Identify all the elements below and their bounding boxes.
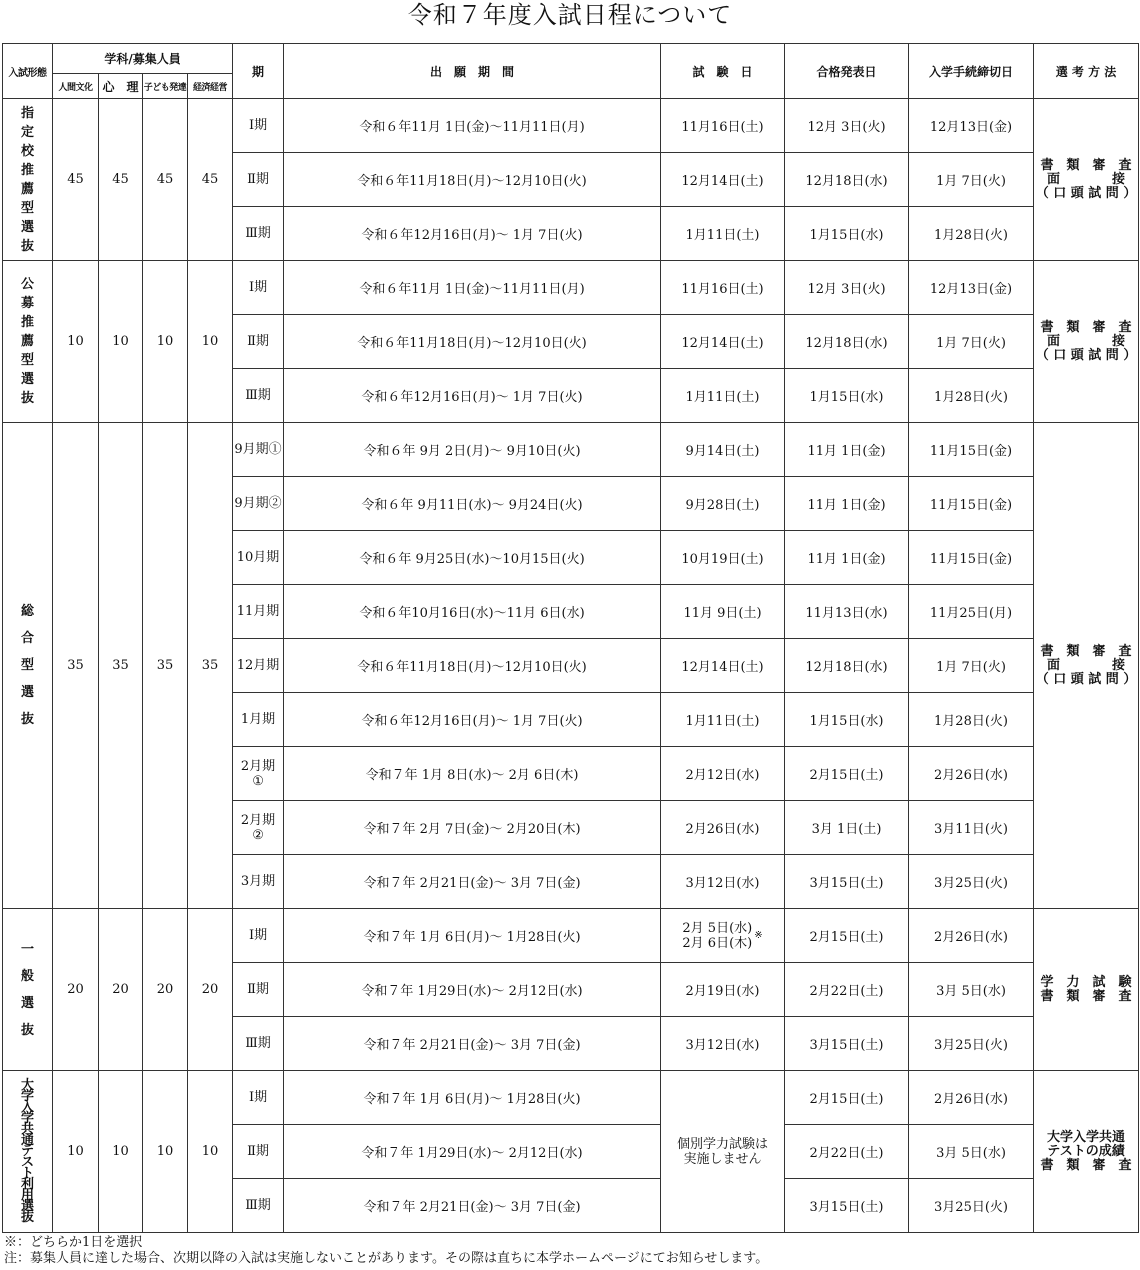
header-exam-date: 試 験 日 xyxy=(661,44,785,99)
quota-dept-economics-management: 20 xyxy=(188,909,233,1071)
period-cell: Ⅱ期 xyxy=(233,315,284,369)
exam-date-lines xyxy=(682,921,752,951)
header-selection-method: 選 考 方 法 xyxy=(1034,44,1139,99)
schedule-row xyxy=(3,423,1139,477)
quota-dept-human-culture: 10 xyxy=(53,261,99,423)
period-cell: 10月期 xyxy=(233,531,284,585)
admission-type-char: 通 xyxy=(20,1133,34,1148)
selection-method-line: 書 類 審 査 xyxy=(1040,643,1132,659)
result-date-cell: 3月15日(土) xyxy=(785,1017,909,1071)
admission-type-char: 型 xyxy=(20,200,34,216)
application-period-cell: 令和７年 2月21日(金)～ 3月 7日(金) xyxy=(284,1179,661,1233)
admission-type-char: 学 xyxy=(20,1089,34,1104)
header-dept-psychology: 心 理 xyxy=(99,74,143,99)
quota-dept-child-development: 10 xyxy=(143,261,188,423)
admission-type-char: テ xyxy=(20,1144,34,1159)
exam-date-cell: 1月11日(土) xyxy=(661,207,785,261)
period-cell: Ⅲ期 xyxy=(233,207,284,261)
period-cell xyxy=(233,801,284,855)
application-period-cell: 令和６年12月16日(月)～ 1月 7日(火) xyxy=(284,369,661,423)
enrollment-deadline-cell: 1月 7日(火) xyxy=(909,315,1034,369)
quota-dept-economics-management: 10 xyxy=(188,1071,233,1233)
admission-type-char: 選 xyxy=(20,219,34,235)
enrollment-deadline-cell: 1月28日(火) xyxy=(909,693,1034,747)
application-period-cell: 令和６年10月16日(水)～11月 6日(水) xyxy=(284,585,661,639)
exam-date-cell: 11月16日(土) xyxy=(661,261,785,315)
enrollment-deadline-cell: 1月28日(火) xyxy=(909,207,1034,261)
admission-type-char: 入 xyxy=(20,1100,34,1115)
exam-date-cell: 12月14日(土) xyxy=(661,153,785,207)
header-result-date: 合格発表日 xyxy=(785,44,909,99)
selection-method-line: 面 接 xyxy=(1047,657,1126,673)
page-title: 令和７年度入試日程について xyxy=(407,1,733,29)
quota-dept-child-development: 35 xyxy=(143,423,188,909)
admission-type-char: ト xyxy=(20,1166,34,1181)
result-date-cell: 12月 3日(火) xyxy=(785,261,909,315)
application-period-cell: 令和７年 1月 6日(月)～ 1月28日(火) xyxy=(284,1071,661,1125)
selection-method-line: 書 類 審 査 xyxy=(1040,1157,1132,1173)
period-cell: 11月期 xyxy=(233,585,284,639)
period-cell: 9月期① xyxy=(233,423,284,477)
selection-method-cell xyxy=(1034,1071,1139,1233)
result-date-cell: 11月 1日(金) xyxy=(785,423,909,477)
admission-type-char: 抜 xyxy=(20,1022,34,1038)
admission-type-label xyxy=(3,1071,53,1233)
period-cell: Ⅱ期 xyxy=(233,1125,284,1179)
selection-method-line: 書 類 審 査 xyxy=(1040,988,1132,1004)
selection-method-line: 学 力 試 験 xyxy=(1040,974,1132,990)
application-period-cell: 令和６年 9月25日(水)～10月15日(火) xyxy=(284,531,661,585)
exam-date-cell: 9月28日(土) xyxy=(661,477,785,531)
result-date-cell: 2月15日(土) xyxy=(785,747,909,801)
admission-type-char: 指 xyxy=(20,105,34,121)
selection-method-line: （ 口 頭 試 問 ） xyxy=(1035,185,1137,201)
footnote-exam-selection: ※：どちらか1日を選択 xyxy=(4,1235,143,1250)
schedule-row xyxy=(3,909,1139,963)
enrollment-deadline-cell: 3月25日(火) xyxy=(909,855,1034,909)
exam-date-cell: 12月14日(土) xyxy=(661,639,785,693)
admission-type-char: 抜 xyxy=(20,1210,34,1225)
admission-type-char: 抜 xyxy=(20,238,34,254)
admission-type-char: 校 xyxy=(20,143,34,159)
enrollment-deadline-cell: 3月25日(火) xyxy=(909,1179,1034,1233)
enrollment-deadline-cell: 1月 7日(火) xyxy=(909,639,1034,693)
quota-dept-human-culture: 10 xyxy=(53,1071,99,1233)
enrollment-deadline-cell: 1月 7日(火) xyxy=(909,153,1034,207)
exam-date-cell: 3月12日(水) xyxy=(661,1017,785,1071)
admission-type-char: 用 xyxy=(20,1188,34,1203)
enrollment-deadline-cell: 2月26日(水) xyxy=(909,1071,1034,1125)
enrollment-deadline-cell: 11月25日(月) xyxy=(909,585,1034,639)
application-period-cell: 令和７年 2月 7日(金)～ 2月20日(木) xyxy=(284,801,661,855)
application-period-cell: 令和６年11月18日(月)～12月10日(火) xyxy=(284,639,661,693)
enrollment-deadline-cell: 12月13日(金) xyxy=(909,261,1034,315)
application-period-cell: 令和６年 9月 2日(月)～ 9月10日(火) xyxy=(284,423,661,477)
schedule-row xyxy=(3,1071,1139,1125)
admission-type-char: ス xyxy=(20,1155,34,1170)
application-period-cell: 令和６年11月 1日(金)～11月11日(月) xyxy=(284,99,661,153)
quota-dept-psychology: 35 xyxy=(99,423,143,909)
quota-dept-psychology: 10 xyxy=(99,1071,143,1233)
selection-method-cell xyxy=(1034,99,1139,261)
application-period-cell: 令和７年 2月21日(金)～ 3月 7日(金) xyxy=(284,855,661,909)
result-date-cell: 12月18日(水) xyxy=(785,639,909,693)
exam-date-cell: 3月12日(水) xyxy=(661,855,785,909)
admission-type-char: 選 xyxy=(20,995,34,1011)
admission-type-char: 薦 xyxy=(20,181,34,197)
exam-date-cell: 11月16日(土) xyxy=(661,99,785,153)
selection-method-cell xyxy=(1034,423,1139,909)
quota-dept-economics-management: 45 xyxy=(188,99,233,261)
footnotes xyxy=(4,1235,1138,1267)
enrollment-deadline-cell: 2月26日(水) xyxy=(909,909,1034,963)
result-date-cell: 2月22日(土) xyxy=(785,1125,909,1179)
selection-method-line: （ 口 頭 試 問 ） xyxy=(1035,347,1137,363)
quota-dept-economics-management: 10 xyxy=(188,261,233,423)
footnote-quota-notice: 注：募集人員に達した場合、次期以降の入試は実施しないことがあります。その際は直ちに本学ホームページにてお知らせします。 xyxy=(4,1251,769,1266)
selection-method-line: 面 接 xyxy=(1047,171,1126,187)
admission-type-label xyxy=(3,99,53,261)
admission-type-char: 般 xyxy=(20,968,34,984)
enrollment-deadline-cell: 3月11日(火) xyxy=(909,801,1034,855)
period-cell: Ⅰ期 xyxy=(233,99,284,153)
selection-method-line: 書 類 審 査 xyxy=(1040,319,1132,335)
header-admission-type: 入試形態 xyxy=(3,44,53,99)
enrollment-deadline-cell: 12月13日(金) xyxy=(909,99,1034,153)
exam-date-cell: 1月11日(土) xyxy=(661,693,785,747)
exam-date-cell: 2月12日(水) xyxy=(661,747,785,801)
enrollment-deadline-cell: 3月 5日(水) xyxy=(909,1125,1034,1179)
result-date-cell: 3月15日(土) xyxy=(785,1179,909,1233)
quota-dept-child-development: 10 xyxy=(143,1071,188,1233)
admission-type-char: 抜 xyxy=(20,712,34,727)
selection-method-line: 大学入学共通 xyxy=(1047,1129,1126,1145)
admission-type-char: 抜 xyxy=(20,391,34,406)
exam-note-line: 個別学力試験は xyxy=(677,1136,769,1152)
enrollment-deadline-cell: 11月15日(金) xyxy=(909,531,1034,585)
exam-date-cell: 1月11日(土) xyxy=(661,369,785,423)
application-period-cell: 令和６年11月18日(月)～12月10日(火) xyxy=(284,315,661,369)
schedule-row xyxy=(3,99,1139,153)
schedule-row xyxy=(3,261,1139,315)
result-date-cell: 11月 1日(金) xyxy=(785,477,909,531)
selection-method-cell xyxy=(1034,909,1139,1071)
exam-date-group xyxy=(661,921,784,951)
header-departments-quota: 学科/募集人員 xyxy=(53,44,233,74)
admission-type-label xyxy=(3,261,53,423)
admission-schedule-table xyxy=(2,43,1139,1233)
period-cell: Ⅲ期 xyxy=(233,1179,284,1233)
admission-type-char: 型 xyxy=(20,353,34,368)
result-date-cell: 2月15日(土) xyxy=(785,909,909,963)
admission-type-char: 利 xyxy=(20,1177,34,1192)
admission-type-char: 選 xyxy=(20,372,34,387)
quota-dept-psychology: 20 xyxy=(99,909,143,1071)
result-date-cell: 3月15日(土) xyxy=(785,855,909,909)
admission-type-char: 選 xyxy=(20,685,34,700)
exam-date-cell: 11月 9日(土) xyxy=(661,585,785,639)
application-period-cell: 令和６年12月16日(月)～ 1月 7日(火) xyxy=(284,693,661,747)
admission-type-label xyxy=(3,423,53,909)
result-date-cell: 1月15日(水) xyxy=(785,207,909,261)
admission-type-char: 大 xyxy=(20,1078,34,1093)
result-date-cell: 12月18日(水) xyxy=(785,315,909,369)
admission-type-label xyxy=(3,909,53,1071)
result-date-cell: 1月15日(水) xyxy=(785,369,909,423)
application-period-cell: 令和７年 1月 8日(水)～ 2月 6日(木) xyxy=(284,747,661,801)
period-cell: 1月期 xyxy=(233,693,284,747)
result-date-cell: 12月 3日(火) xyxy=(785,99,909,153)
selection-method-line: テストの成績 xyxy=(1047,1143,1125,1159)
result-date-cell: 2月22日(土) xyxy=(785,963,909,1017)
header-enrollment-deadline: 入学手続締切日 xyxy=(909,44,1034,99)
admission-type-char: 学 xyxy=(20,1111,34,1126)
enrollment-deadline-cell: 3月25日(火) xyxy=(909,1017,1034,1071)
exam-date-cell: 9月14日(土) xyxy=(661,423,785,477)
quota-dept-human-culture: 35 xyxy=(53,423,99,909)
quota-dept-human-culture: 20 xyxy=(53,909,99,1071)
period-cell: Ⅱ期 xyxy=(233,153,284,207)
exam-date-line: 2月 6日(木) xyxy=(682,935,753,951)
application-period-cell: 令和７年 1月29日(水)～ 2月12日(水) xyxy=(284,1125,661,1179)
header-application-period: 出 願 期 間 xyxy=(284,44,661,99)
period-cell: 9月期② xyxy=(233,477,284,531)
admission-type-char: 型 xyxy=(20,658,34,673)
application-period-cell: 令和６年12月16日(月)～ 1月 7日(火) xyxy=(284,207,661,261)
exam-date-cell: 2月19日(水) xyxy=(661,963,785,1017)
application-period-cell: 令和６年 9月11日(水)～ 9月24日(火) xyxy=(284,477,661,531)
admission-type-char: 推 xyxy=(20,162,34,178)
admission-type-char: 共 xyxy=(20,1122,34,1137)
selection-method-line: 面 接 xyxy=(1047,333,1126,349)
admission-type-char: 募 xyxy=(20,296,34,311)
admission-type-char: 推 xyxy=(20,315,34,330)
quota-dept-psychology: 45 xyxy=(99,99,143,261)
header-period: 期 xyxy=(233,44,284,99)
quota-dept-child-development: 20 xyxy=(143,909,188,1071)
exam-date-cell: 2月26日(水) xyxy=(661,801,785,855)
exam-date-cell xyxy=(661,909,785,963)
admission-type-char: 一 xyxy=(20,941,34,957)
period-cell: 3月期 xyxy=(233,855,284,909)
period-line: ② xyxy=(252,827,264,843)
period-line: 2月期 xyxy=(240,812,276,828)
period-cell: 12月期 xyxy=(233,639,284,693)
period-cell: Ⅰ期 xyxy=(233,909,284,963)
quota-dept-child-development: 45 xyxy=(143,99,188,261)
result-date-cell: 3月 1日(土) xyxy=(785,801,909,855)
application-period-cell: 令和７年 1月29日(水)～ 2月12日(水) xyxy=(284,963,661,1017)
application-period-cell: 令和７年 1月 6日(月)～ 1月28日(火) xyxy=(284,909,661,963)
admission-type-char: 選 xyxy=(20,1199,34,1214)
admission-type-char: 薦 xyxy=(20,334,34,349)
header-dept-economics-management: 経済経営 xyxy=(188,74,233,99)
quota-dept-psychology: 10 xyxy=(99,261,143,423)
exam-date-cell xyxy=(661,1071,785,1233)
enrollment-deadline-cell: 11月15日(金) xyxy=(909,477,1034,531)
admission-type-char: 定 xyxy=(20,124,34,140)
period-line: ① xyxy=(252,773,264,789)
period-cell: Ⅲ期 xyxy=(233,1017,284,1071)
selection-method-line: 書 類 審 査 xyxy=(1040,157,1132,173)
selection-method-cell xyxy=(1034,261,1139,423)
exam-date-cell: 10月19日(土) xyxy=(661,531,785,585)
result-date-cell: 2月15日(土) xyxy=(785,1071,909,1125)
period-cell: Ⅰ期 xyxy=(233,261,284,315)
period-cell: Ⅱ期 xyxy=(233,963,284,1017)
quota-dept-economics-management: 35 xyxy=(188,423,233,909)
admission-type-char: 公 xyxy=(20,277,34,292)
enrollment-deadline-cell: 1月28日(火) xyxy=(909,369,1034,423)
header-dept-human-culture: 人間文化 xyxy=(53,74,99,99)
admission-type-char: 総 xyxy=(20,604,34,619)
application-period-cell: 令和６年11月 1日(金)～11月11日(月) xyxy=(284,261,661,315)
application-period-cell: 令和７年 2月21日(金)～ 3月 7日(金) xyxy=(284,1017,661,1071)
period-cell: Ⅰ期 xyxy=(233,1071,284,1125)
period-line: 2月期 xyxy=(240,758,276,774)
quota-dept-human-culture: 45 xyxy=(53,99,99,261)
footnote-mark: ※ xyxy=(754,930,763,941)
result-date-cell: 11月 1日(金) xyxy=(785,531,909,585)
header-dept-child-development: 子ども発達 xyxy=(143,74,188,99)
period-cell: Ⅲ期 xyxy=(233,369,284,423)
admission-type-char: 合 xyxy=(20,631,34,646)
exam-date-line: 2月 5日(水) xyxy=(682,920,753,936)
result-date-cell: 11月13日(水) xyxy=(785,585,909,639)
period-cell xyxy=(233,747,284,801)
enrollment-deadline-cell: 2月26日(水) xyxy=(909,747,1034,801)
result-date-cell: 12月18日(水) xyxy=(785,153,909,207)
exam-date-cell: 12月14日(土) xyxy=(661,315,785,369)
selection-method-line: （ 口 頭 試 問 ） xyxy=(1035,671,1137,687)
enrollment-deadline-cell: 3月 5日(水) xyxy=(909,963,1034,1017)
result-date-cell: 1月15日(水) xyxy=(785,693,909,747)
enrollment-deadline-cell: 11月15日(金) xyxy=(909,423,1034,477)
exam-note-line: 実施しません xyxy=(683,1151,762,1167)
application-period-cell: 令和６年11月18日(月)～12月10日(火) xyxy=(284,153,661,207)
